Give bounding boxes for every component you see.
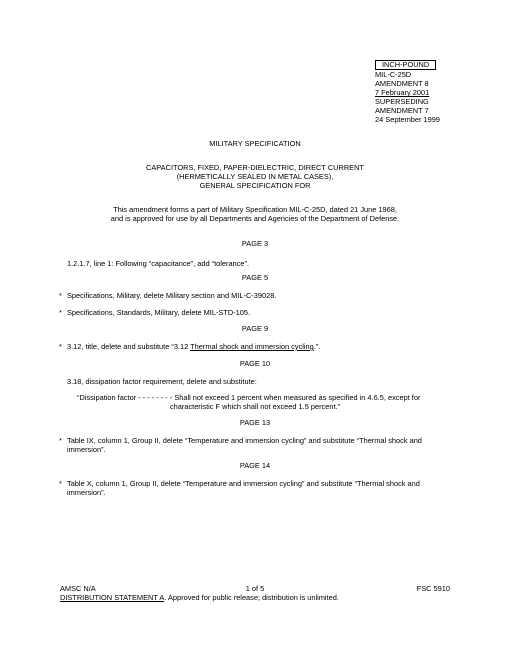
change-item-text: 3.12, title, delete and substitute “3.12	[67, 342, 191, 351]
footer-fsc: FSC 5910	[416, 584, 450, 593]
change-item	[59, 342, 321, 351]
distribution-label: DISTRIBUTION STATEMENT A	[60, 593, 165, 602]
classification-box	[375, 60, 440, 70]
change-item	[59, 479, 420, 498]
change-marker: *	[59, 342, 62, 351]
change-marker: *	[59, 291, 62, 300]
quoted-requirement-line: “Dissipation factor - - - - - - - - Shall not exceed 1 percent when measured as specified in 4.6.5, except for	[77, 393, 421, 402]
superseded-amendment: AMENDMENT 7	[375, 106, 429, 116]
change-marker: *	[59, 436, 62, 445]
amendment-number: AMENDMENT 8	[375, 79, 429, 89]
classification-label: INCH-POUND	[375, 60, 436, 70]
change-item-line: immersion”.	[67, 488, 106, 498]
subtitle-line: CAPACITORS, FIXED, PAPER-DIELECTRIC, DIRECT CURRENT	[146, 163, 364, 172]
change-item	[59, 291, 277, 300]
change-marker: *	[59, 479, 62, 488]
change-item-line: Table X, column 1, Group II, delete “Temperature and immersion cycling” and substitute “Thermal shock and	[67, 479, 420, 488]
section-heading-page-9: PAGE 9	[241, 324, 269, 333]
section-heading-page-13: PAGE 13	[239, 418, 271, 427]
header-block	[375, 60, 440, 124]
footer-page-number: 1 of 5	[245, 584, 265, 593]
page-title: MILITARY SPECIFICATION	[209, 139, 301, 148]
distribution-statement	[60, 593, 339, 602]
superseded-date: 24 September 1999	[375, 115, 440, 125]
distribution-text: . Approved for public release; distribution is unlimited.	[164, 593, 339, 602]
quoted-requirement-line: characteristic F which shall not exceed 1.5 percent.”	[169, 402, 341, 411]
change-item-text: Specifications, Standards, Military, delete MIL-STD-105.	[67, 308, 251, 317]
subtitle	[0, 163, 510, 190]
subtitle-line: GENERAL SPECIFICATION FOR	[199, 181, 311, 191]
footer-amsc: AMSC N/A	[60, 584, 96, 593]
section-heading-page-10: PAGE 10	[239, 359, 271, 368]
change-item: 3.18, dissipation factor requirement, delete and substitute:	[67, 377, 257, 386]
change-item: 1.2.1.7, line 1: Following “capacitance”, add “tolerance”.	[67, 259, 249, 268]
change-item-text: Specifications, Military, delete Military section and MIL-C-39028.	[67, 291, 277, 300]
intro-line: This amendment forms a part of Military Specification MIL-C-25D, dated 21 June 1968,	[113, 205, 397, 214]
section-heading-page-3: PAGE 3	[241, 239, 269, 248]
amendment-date: 7 February 2001	[375, 88, 430, 98]
intro-paragraph	[0, 205, 510, 223]
doc-number: MIL-C-25D	[375, 70, 412, 80]
change-item-line: Table IX, column 1, Group II, delete “Temperature and immersion cycling” and substitute “Thermal shock and	[67, 436, 422, 445]
section-heading-page-14: PAGE 14	[239, 461, 271, 470]
change-item	[59, 308, 251, 317]
change-item-text-end: .”.	[313, 342, 321, 351]
section-heading-page-5: PAGE 5	[241, 273, 269, 282]
intro-line: and is approved for use by all Departments and Agencies of the Department of Defense.	[110, 214, 400, 224]
substituted-title: Thermal shock and immersion cycling	[190, 342, 314, 351]
change-marker: *	[59, 308, 62, 317]
change-item-line: immersion”.	[67, 445, 106, 455]
change-item	[59, 436, 422, 455]
superseding-label: SUPERSEDING	[375, 97, 429, 107]
subtitle-line: (HERMETICALLY SEALED IN METAL CASES),	[176, 172, 334, 182]
